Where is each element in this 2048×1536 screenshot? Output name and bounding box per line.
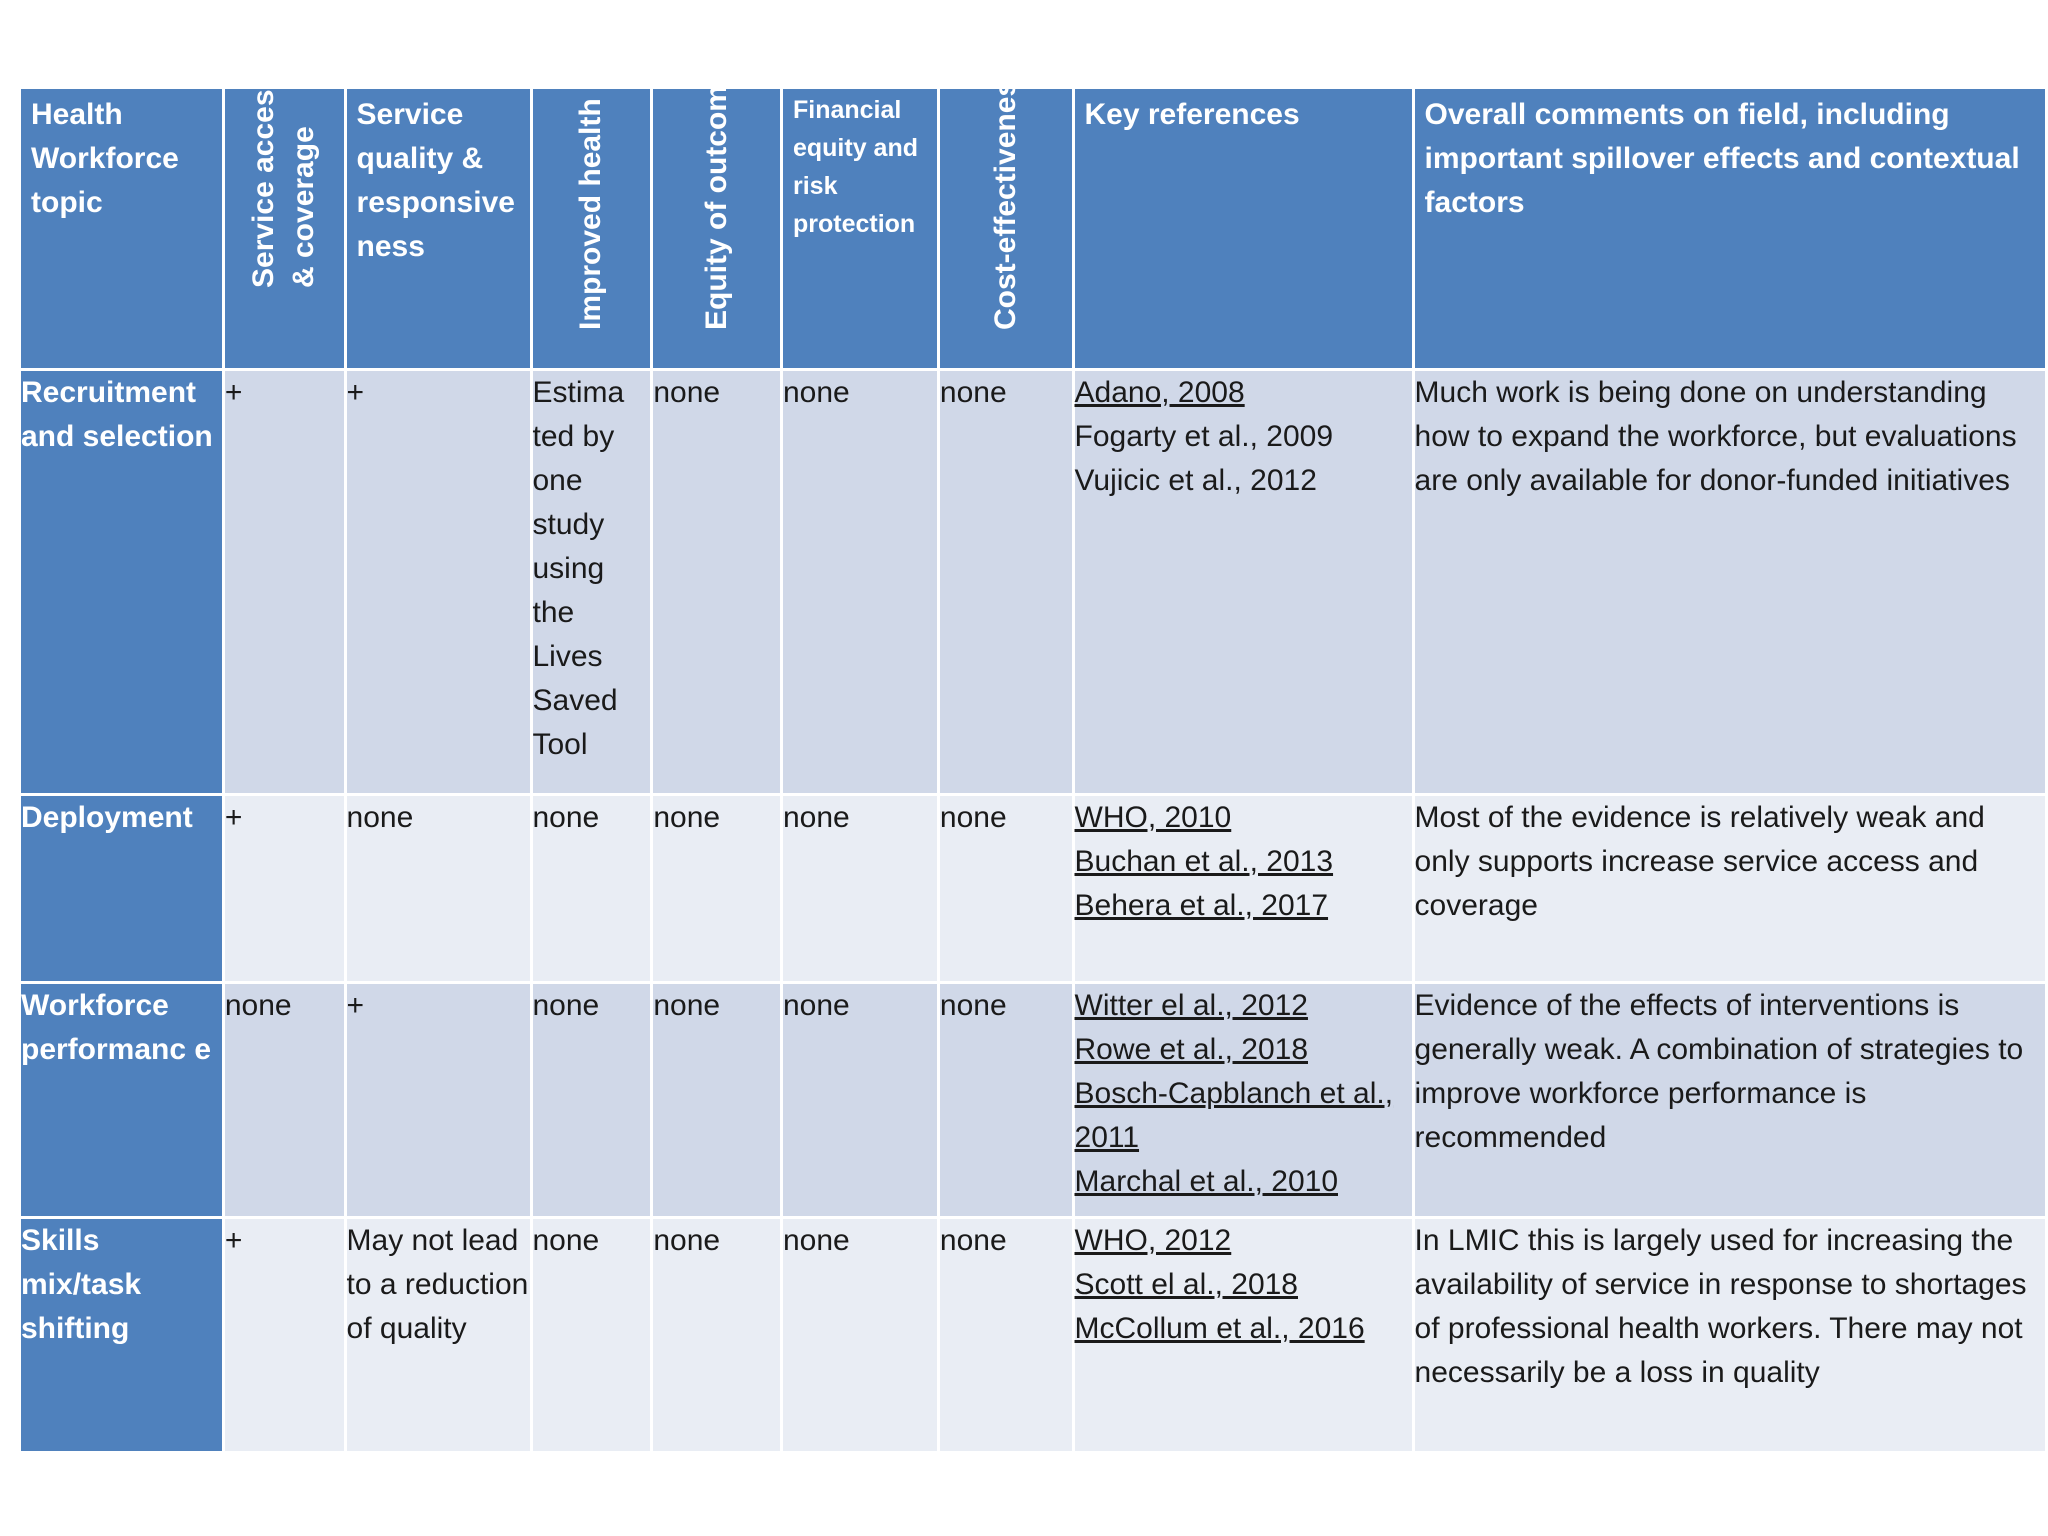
cell-service-quality: May not lead to a reduction of quality [345,1218,531,1453]
row-topic: Deployment [20,795,224,983]
cell-financial-equity: none [781,370,938,795]
cell-equity-outcomes: none [652,983,782,1218]
table-row [20,983,2047,1218]
cell-financial-equity: none [781,1218,938,1453]
row-topic: Recruitment and selection [20,370,224,795]
cell-key-references [1073,1218,1413,1453]
cell-equity-outcomes: none [652,370,782,795]
cell-service-access: + [223,370,345,795]
cell-key-references [1073,370,1413,795]
cell-improved-health: none [531,1218,652,1453]
cell-service-quality: + [345,370,531,795]
cell-cost-effectiveness: none [938,795,1073,983]
header-key-references: Key references [1073,88,1413,370]
cell-service-quality: none [345,795,531,983]
reference-link[interactable]: Adano, 2008 [1074,376,1245,409]
cell-overall-comments: Evidence of the effects of interventions is generally weak. A combination of strategies to improve workforce performance is recommended [1413,983,2046,1218]
reference-link[interactable]: Witter el al., 2012 [1074,989,1308,1022]
header-service-access: Service access & coverage [223,88,345,370]
header-improved-health: Improved health [531,88,652,370]
cell-cost-effectiveness: none [938,983,1073,1218]
header-topic: Health Workforce topic [20,88,224,370]
table-row [20,1218,2047,1453]
cell-cost-effectiveness: none [938,1218,1073,1453]
cell-cost-effectiveness: none [938,370,1073,795]
evidence-table [18,51,2048,1454]
cell-key-references [1073,983,1413,1218]
table-row [20,795,2047,983]
reference-link[interactable]: Bosch-Capblanch et al., 2011 [1074,1077,1394,1154]
reference-link[interactable]: Rowe et al., 2018 [1074,1033,1308,1066]
cell-key-references [1073,795,1413,983]
cell-overall-comments: Most of the evidence is relatively weak and only supports increase service access and coverage [1413,795,2046,983]
cell-improved-health: none [531,983,652,1218]
cell-service-access: + [223,795,345,983]
cell-service-quality: + [345,983,531,1218]
cell-overall-comments: In LMIC this is largely used for increasing the availability of service in response to shortages of professional health workers. There may not necessarily be a loss in quality [1413,1218,2046,1453]
header-cost-effectiveness: Cost-effectiveness [938,88,1073,370]
cell-financial-equity: none [781,795,938,983]
cell-equity-outcomes: none [652,795,782,983]
table-row [20,370,2047,795]
cell-service-access: + [223,1218,345,1453]
row-topic: Workforce performanc e [20,983,224,1218]
cell-overall-comments: Much work is being done on understanding how to expand the workforce, but evaluations are only available for donor-funded initiatives [1413,370,2046,795]
reference-link[interactable]: Marchal et al., 2010 [1074,1165,1338,1198]
reference-link[interactable]: WHO, 2012 [1074,1224,1232,1257]
header-service-quality: Service quality & responsive ness [345,88,531,370]
reference-text: Fogarty et al., 2009 [1074,420,1334,453]
cell-equity-outcomes: none [652,1218,782,1453]
row-topic: Skills mix/task shifting [20,1218,224,1453]
reference-link[interactable]: Buchan et al., 2013 [1074,845,1334,878]
reference-link[interactable]: McCollum et al., 2016 [1074,1312,1365,1345]
header-overall-comments: Overall comments on field, including important spillover effects and contextual factors [1413,88,2046,370]
cell-financial-equity: none [781,983,938,1218]
reference-link[interactable]: Behera et al., 2017 [1074,889,1329,922]
reference-link[interactable]: WHO, 2010 [1074,801,1232,834]
cell-service-access: none [223,983,345,1218]
cell-improved-health: Estima ted by one study using the Lives Saved Tool [531,370,652,795]
header-equity-outcomes: Equity of outcomes [652,88,782,370]
reference-link[interactable]: Scott el al., 2018 [1074,1268,1298,1301]
header-row [20,88,2047,370]
cell-improved-health: none [531,795,652,983]
reference-text: Vujicic et al., 2012 [1074,464,1317,497]
header-financial-equity: Financial equity and risk protection [781,88,938,370]
